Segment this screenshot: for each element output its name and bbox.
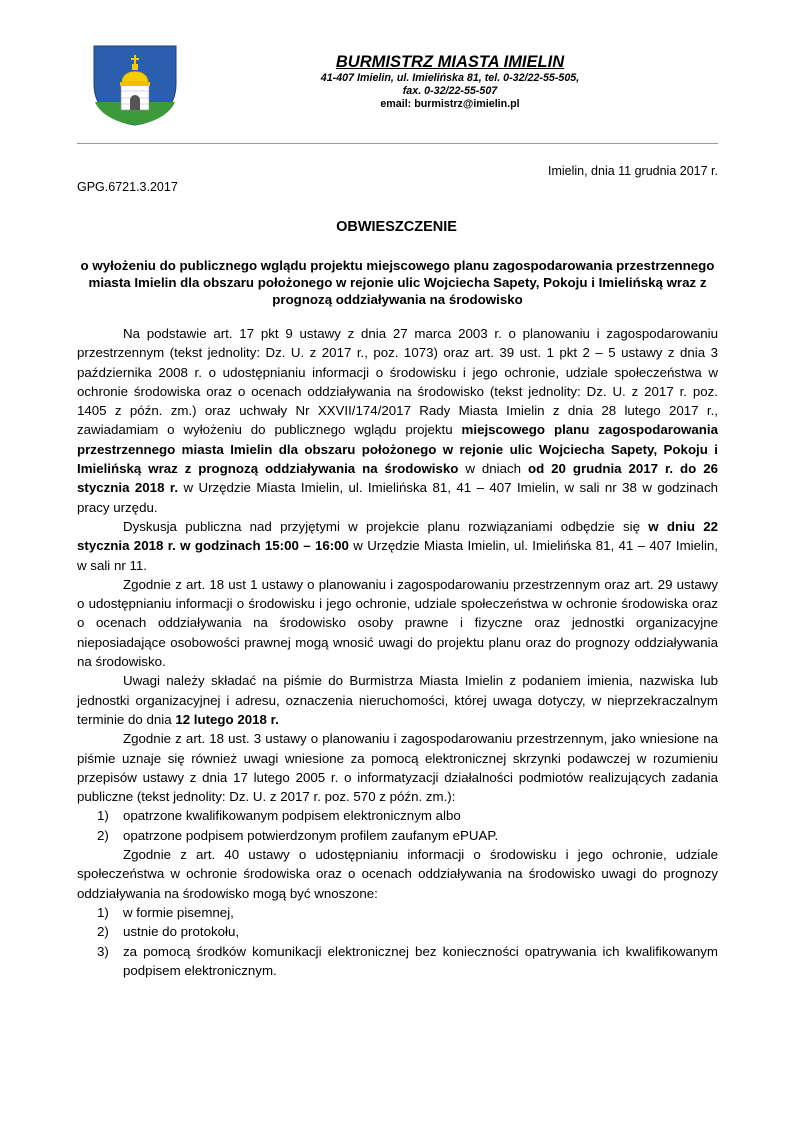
deadline-bold: 12 lutego 2018 r. bbox=[175, 711, 279, 727]
text-span: Uwagi należy składać na piśmie do Burmistrza Miasta Imielin z podaniem imienia, nazwiska lub jednostki organizacyjnej i adresu, oznaczenia nieruchomości, której uwaga dotyczy, w nieprzekraczalnym terminie do dnia bbox=[77, 673, 718, 727]
header-divider bbox=[77, 143, 718, 144]
text-span: Dyskusja publiczna nad przyjętymi w projekcie planu rozwiązaniami odbędzie się bbox=[123, 518, 649, 534]
list-item bbox=[77, 903, 718, 922]
list-item-text: w formie pisemnej, bbox=[123, 904, 234, 920]
list-number: 3) bbox=[97, 943, 109, 959]
list-number: 2) bbox=[97, 924, 109, 940]
text-span: w Urzędzie Miasta Imielin, ul. Imielińska 81, 41 – 407 Imielin, w sali nr 38 w godzinach pracy urzędu. bbox=[77, 480, 718, 515]
letterhead-email: email: burmistrz@imielin.pl bbox=[380, 98, 520, 110]
text-span: w Urzędzie Miasta Imielin, ul. Imielińska 81, 41 – 407 Imielin, w sali nr 11. bbox=[77, 538, 718, 573]
list-item-text: opatrzone kwalifikowanym podpisem elektronicznym albo bbox=[123, 808, 461, 824]
imielin-coat-of-arms-logo bbox=[92, 44, 178, 126]
case-reference: GPG.6721.3.2017 bbox=[77, 180, 178, 194]
text-span: w dniach bbox=[458, 461, 528, 477]
electronic-signature-list bbox=[77, 806, 718, 845]
paragraph-legal-basis bbox=[77, 324, 718, 517]
text-span: Na podstawie art. 17 pkt 9 ustawy z dnia 27 marca 2003 r. o planowaniu i zagospodarowaniu przestrzennym (tekst jednolity: Dz. U. z 2017 r., poz. 1073) oraz art. 39 ust. 1 pkt 2 – 5 ustawy z dnia 3 października 2008 r. o udostępnianiu informacji o środowisku i jego ochronie, udziale społeczeństwa w ochronie środowiska oraz o ocenach oddziaływania na środowisko (tekst jednolity: Dz. U. z 2017 r. poz. 1405 z późn. zm.) oraz uchwały Nr XXVII/174/2017 Rady Miasta Imielin z dnia 28 lutego 2017 r., zawiadamiam o wyłożeniu do publicznego wglądu projektu bbox=[77, 326, 718, 438]
list-item bbox=[77, 806, 718, 825]
letterhead bbox=[260, 52, 640, 111]
list-item-text: za pomocą środków komunikacji elektronicznej bez konieczności opatrywania ich kwalifikowanym podpisem elektronicznym. bbox=[123, 943, 718, 978]
letterhead-address: 41-407 Imielin, ul. Imielińska 81, tel. 0-32/22-55-505, bbox=[320, 72, 580, 84]
document-subject: o wyłożeniu do publicznego wglądu projektu miejscowego planu zagospodarowania przestrzennego miasta Imielin dla obszaru położonego w rejonie ulic Wojciecha Sapety, Pokoju i Imielińską wraz z prognozą oddziaływania na środowisko bbox=[80, 258, 715, 307]
list-item-text: opatrzone podpisem potwierdzonym profilem zaufanym ePUAP. bbox=[123, 827, 499, 843]
list-item bbox=[77, 922, 718, 941]
document-body bbox=[77, 324, 718, 980]
submission-forms-list bbox=[77, 903, 718, 980]
plan-name-bold: miejscowego planu zagospodarowania przestrzennego miasta Imielin dla obszaru położonego w rejonie ulic Wojciecha Sapety, Pokoju i Imielińską wraz z prognozą oddziaływania na środowisko bbox=[77, 422, 718, 477]
list-item bbox=[77, 942, 718, 981]
list-number: 1) bbox=[97, 904, 109, 920]
paragraph-electronic-submission: Zgodnie z art. 18 ust. 3 ustawy o planowaniu i zagospodarowaniu przestrzennym, jako wniesione na piśmie uznaje się również uwagi wniesione za pomocą elektronicznej skrzynki podawczej w rozumieniu przepisów ustawy z dnia 17 lutego 2005 r. o informatyzacji działalności podmiotów realizujących zadania publiczne (tekst jednolity: Dz. U. z 2017 r. poz. 570 z późn. zm.): bbox=[77, 731, 718, 805]
document-date: Imielin, dnia 11 grudnia 2017 r. bbox=[547, 164, 718, 178]
paragraph-public-discussion bbox=[77, 517, 718, 575]
list-item bbox=[77, 826, 718, 845]
paragraph-comments-right: Zgodnie z art. 18 ust 1 ustawy o planowaniu i zagospodarowaniu przestrzennym oraz art. 29 ustawy o udostępnianiu informacji o środowisku i jego ochronie, udziale społeczeństwa w ochronie środowiska oraz o ocenach oddziaływania na środowisko osoby prawne i fizyczne oraz jednostki organizacyjne nieposiadające osobowości prawnej mogą wnosić uwagi do projektu planu oraz do prognozy oddziaływania na środowisko. bbox=[77, 576, 718, 670]
letterhead-fax: fax. 0-32/22-55-507 bbox=[402, 85, 498, 97]
paragraph-forecast-comments: Zgodnie z art. 40 ustawy o udostępnianiu informacji o środowisku i jego ochronie, udziale społeczeństwa w ochronie środowiska oraz o ocenach oddziaływania na środowisko uwagi do prognozy oddziaływania na środowisko mogą być wnoszone: bbox=[77, 847, 718, 901]
exhibition-dates-bold: od 20 grudnia 2017 r. do 26 stycznia 2018 r. bbox=[77, 461, 718, 496]
discussion-date-bold: w dniu 22 stycznia 2018 r. w godzinach 15:00 – 16:00 bbox=[77, 518, 718, 554]
letterhead-title: BURMISTRZ MIASTA IMIELIN bbox=[335, 53, 565, 71]
list-number: 2) bbox=[97, 827, 109, 843]
list-item-text: ustnie do protokołu, bbox=[123, 924, 240, 940]
paragraph-comments-deadline bbox=[77, 671, 718, 729]
list-number: 1) bbox=[97, 808, 109, 824]
document-title: OBWIESZCZENIE bbox=[336, 219, 457, 235]
